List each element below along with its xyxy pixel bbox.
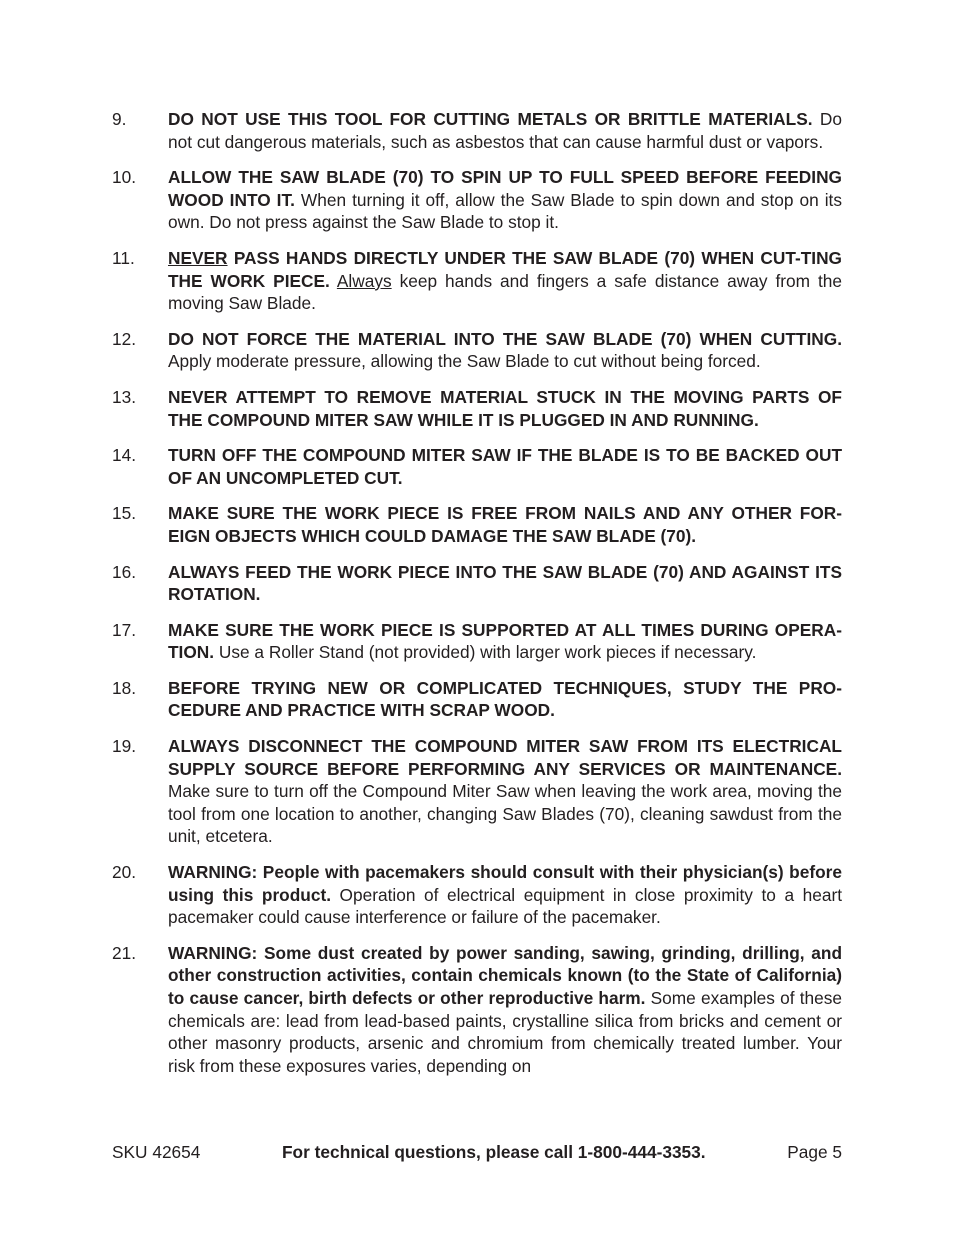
bold-text-segment: DO NOT USE THIS TOOL FOR CUTTING METALS OR BRITTLE MATERIALS. [168, 109, 813, 129]
list-item-text [168, 942, 842, 1078]
list-item [112, 735, 842, 848]
bold-text-segment: MAKE SURE THE WORK PIECE IS FREE FROM NAILS AND ANY OTHER FOR-EIGN OBJECTS WHICH COULD DAMAGE THE SAW BLADE (70). [168, 503, 842, 546]
list-item [112, 444, 842, 489]
list-item-number: 21. [112, 942, 137, 963]
list-item [112, 386, 842, 431]
list-item [112, 619, 842, 664]
list-item-number: 13. [112, 386, 137, 407]
text-segment: Always [336, 270, 392, 291]
text-segment [330, 271, 337, 291]
bold-text-segment: BEFORE TRYING NEW OR COMPLICATED TECHNIQUES, STUDY THE PRO-CEDURE AND PRACTICE WITH SCRAP WOOD. [168, 677, 842, 721]
bold-text-segment: WARNING: People with pacemakers should consult with their physician(s) before using this product. [168, 862, 842, 905]
list-item-number: 15. [112, 503, 137, 524]
list-item-number: 17. [112, 619, 137, 640]
list-item-number: 12. [112, 328, 137, 349]
list-item [112, 677, 842, 722]
bold-text-segment: DO NOT FORCE THE MATERIAL INTO THE SAW BLADE (70) WHEN CUTTING. [168, 328, 842, 349]
page-footer [112, 1140, 842, 1164]
list-item [112, 328, 842, 373]
list-item [112, 561, 842, 606]
list-item-number: 19. [112, 736, 137, 757]
list-item-number: 20. [112, 862, 137, 883]
bold-text-segment: PASS HANDS DIRECTLY UNDER THE SAW BLADE (70) WHEN CUT-TING THE WORK PIECE. [168, 247, 842, 291]
text-segment: When turning it off, allow the Saw Blade to spin down and stop on its own. Do not press against the Saw Blade to stop it. [168, 189, 842, 233]
list-item-text [168, 561, 842, 606]
list-item [112, 942, 842, 1078]
bold-text-segment: MAKE SURE THE WORK PIECE IS SUPPORTED AT ALL TIMES DURING OPERA-TION. [168, 619, 842, 663]
list-item-text [168, 247, 842, 315]
list-item-text [168, 166, 842, 234]
bold-text-segment: ALWAYS FEED THE WORK PIECE INTO THE SAW BLADE (70) AND AGAINST ITS ROTATION. [168, 561, 842, 605]
footer-sku: SKU 42654 [112, 1142, 201, 1162]
safety-instructions-list [112, 108, 842, 1090]
list-item-text [168, 386, 842, 431]
bold-text-segment: ALWAYS DISCONNECT THE COMPOUND MITER SAW FROM ITS ELECTRICAL SUPPLY SOURCE BEFORE PERFORMING ANY SERVICES OR MAINTENANCE. [168, 736, 842, 779]
text-segment: Use a Roller Stand (not provided) with larger work pieces if necessary. [214, 642, 757, 663]
bold-text-segment: NEVER [168, 247, 228, 268]
list-item [112, 502, 842, 547]
list-item-text [168, 444, 842, 489]
list-item-text [168, 619, 842, 664]
list-item-number: 14. [112, 445, 137, 466]
text-segment: Apply moderate pressure, allowing the Saw Blade to cut without being forced. [168, 351, 761, 372]
list-item-number: 9. [112, 109, 127, 129]
list-item [112, 108, 842, 153]
list-item-number: 10. [112, 167, 137, 188]
footer-page-number: Page 5 [787, 1142, 842, 1162]
bold-text-segment: NEVER ATTEMPT TO REMOVE MATERIAL STUCK IN THE MOVING PARTS OF THE COMPOUND MITER SAW WHILE IT IS PLUGGED IN AND RUNNING. [168, 386, 842, 430]
list-item-text [168, 677, 842, 722]
list-item-text [168, 735, 842, 848]
list-item-text [168, 108, 842, 153]
list-item-text [168, 502, 842, 547]
text-segment: keep hands and fingers a safe distance away from the moving Saw Blade. [168, 270, 843, 314]
text-segment: Some examples of these chemicals are: lead from lead-based paints, crystalline silica from bricks and cement or other masonry products, arsenic and chromium from chemically treated lumber. Your risk from these exposures varies, depending on [168, 988, 842, 1076]
bold-text-segment: ALLOW THE SAW BLADE (70) TO SPIN UP TO FULL SPEED BEFORE FEEDING WOOD INTO IT. [168, 167, 842, 210]
text-segment: Do not cut dangerous materials, such as asbestos that can cause harmful dust or vapors. [168, 109, 842, 152]
footer-technical-support: For technical questions, please call 1-800-444-3353. [282, 1142, 706, 1162]
list-item [112, 861, 842, 929]
list-item-text [168, 328, 842, 373]
bold-text-segment: WARNING: Some dust created by power sanding, sawing, grinding, drilling, and other construction activities, contain chemicals known (to the State of California) to cause cancer, birth defects or other reproductive harm. [168, 942, 842, 1008]
list-item-number: 16. [112, 561, 137, 582]
bold-text-segment: TURN OFF THE COMPOUND MITER SAW IF THE BLADE IS TO BE BACKED OUT OF AN UNCOMPLETED CUT. [168, 445, 842, 488]
text-segment: Make sure to turn off the Compound Miter Saw when leaving the work area, moving the tool from one location to another, changing Saw Blades (70), cleaning sawdust from the unit, etcetera. [168, 781, 842, 847]
list-item-text [168, 861, 842, 929]
text-segment: Operation of electrical equipment in close proximity to a heart pacemaker could cause interference or failure of the pacemaker. [168, 884, 842, 928]
list-item [112, 247, 842, 315]
list-item [112, 166, 842, 234]
list-item-number: 18. [112, 677, 137, 698]
list-item-number: 11. [112, 247, 135, 268]
